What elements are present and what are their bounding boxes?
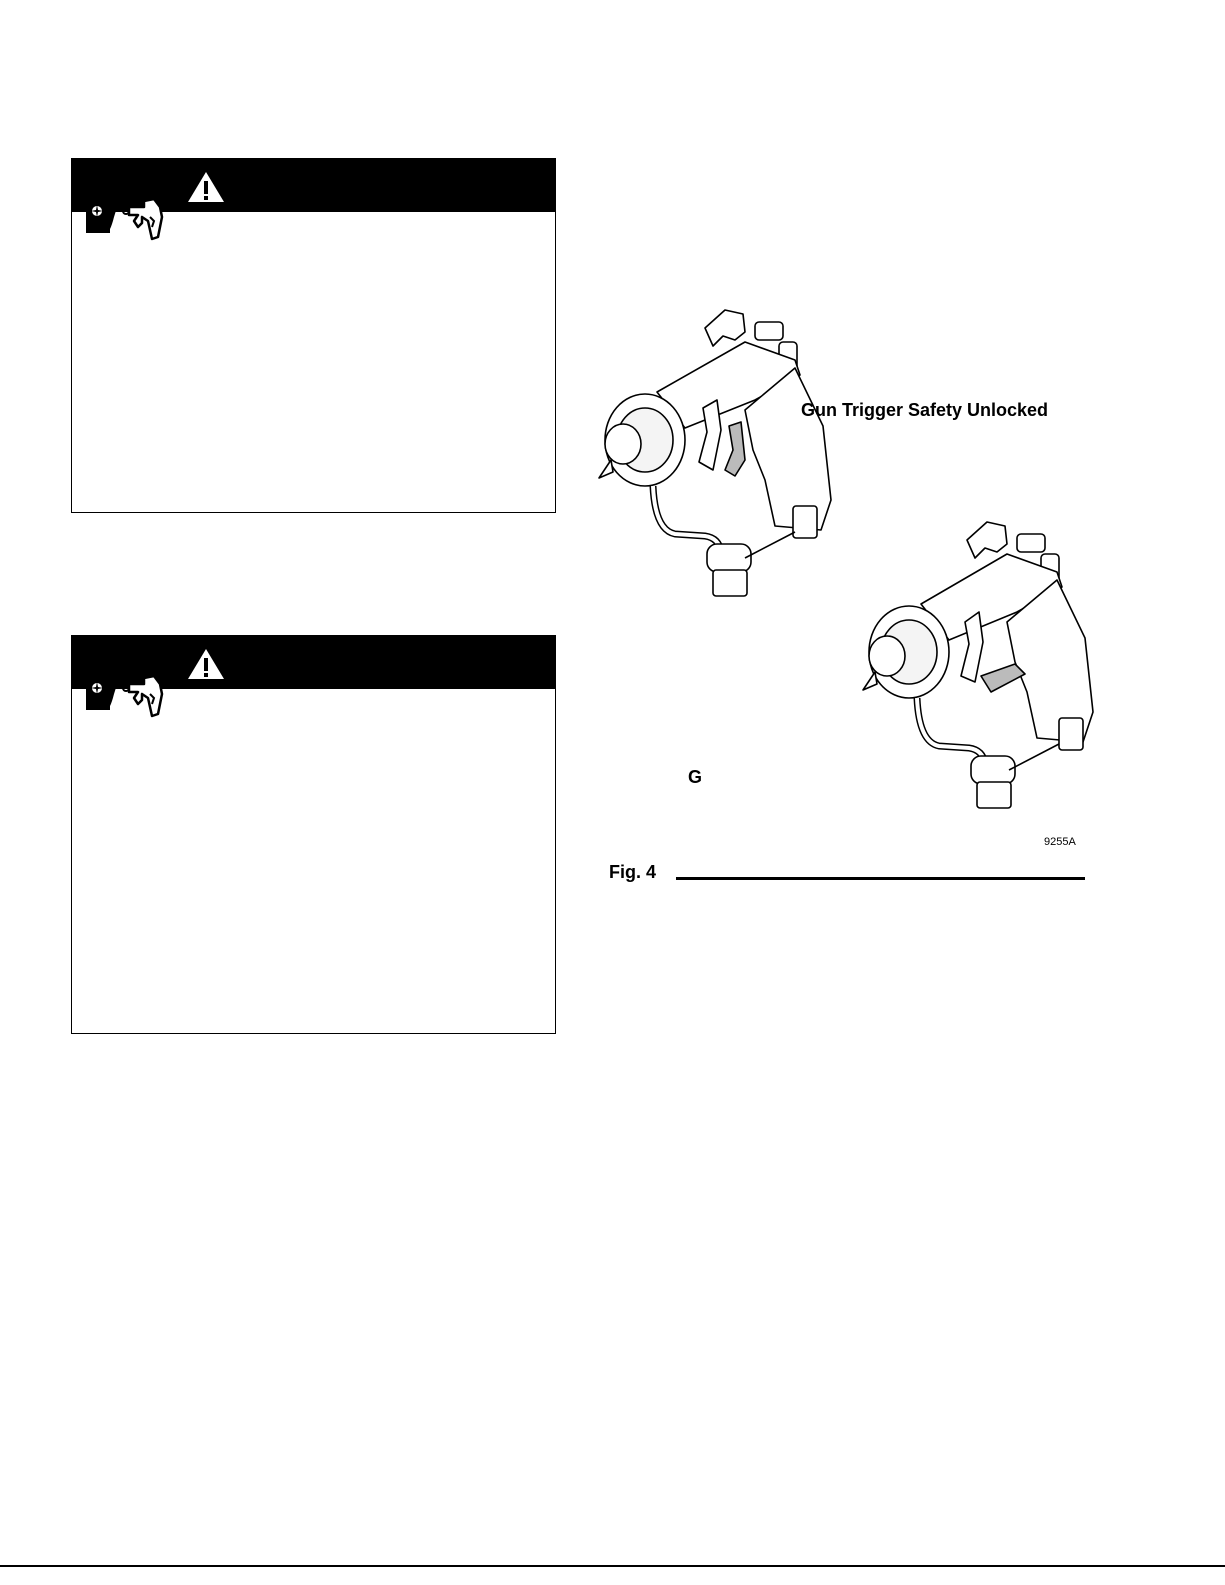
warning-box-2 xyxy=(71,635,556,1034)
figure-code: 9255A xyxy=(1044,836,1076,848)
warning-triangle-icon xyxy=(186,647,226,681)
warning-box-1 xyxy=(71,158,556,513)
warning-triangle-icon xyxy=(186,170,226,204)
figure-label-g: G xyxy=(688,767,703,787)
figure-caption: Fig. 4 xyxy=(609,862,657,882)
skin-injection-hazard-icon xyxy=(82,654,164,720)
skin-injection-hazard-icon xyxy=(82,177,164,243)
spray-gun-unlocked xyxy=(599,310,831,596)
spray-gun-locked xyxy=(863,522,1093,808)
footer-rule xyxy=(0,1565,1225,1567)
figure-label-unlocked: Gun Trigger Safety Unlocked xyxy=(801,400,1049,420)
caption-rule xyxy=(676,877,1085,880)
spray-gun-illustration xyxy=(595,300,1095,860)
